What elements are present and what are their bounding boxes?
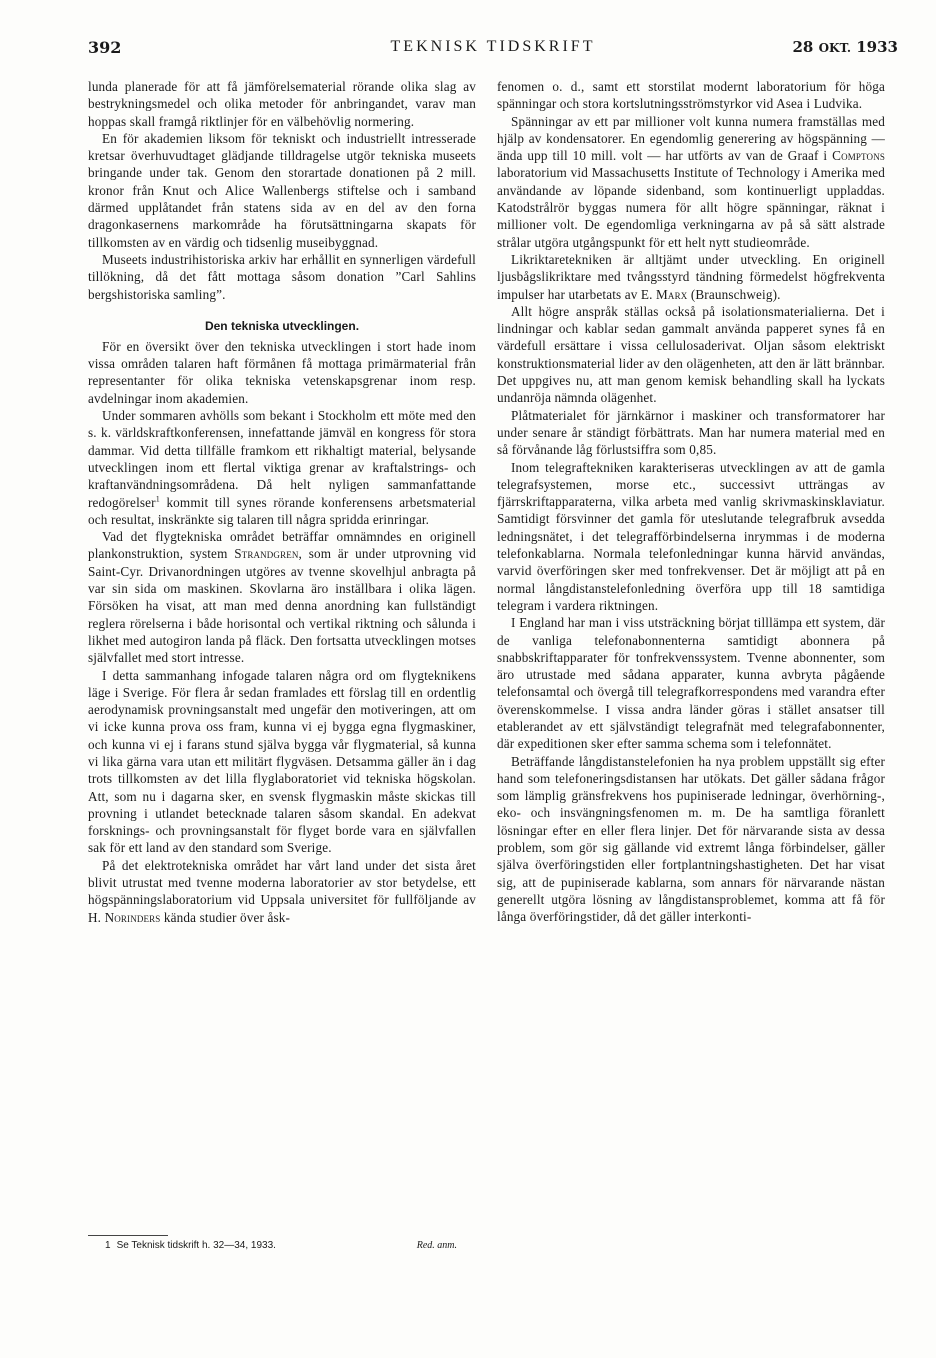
paragraph [497, 113, 885, 251]
footnote [105, 1240, 475, 1251]
issue-month: OKT. [818, 41, 852, 55]
text-run: (Braunschweig). [687, 286, 781, 302]
text-run: , som är under utprovning vid Saint-Cyr. Drivanordningen utgöres av tvenne skovelhjul anbragta på var sin sida om maskinen. Skovlarna äro inställbara i olika lägen. Försöken ha visat, att man med denna anordning kan fullständigt reglera rörelserna i både horisontal och vertikal riktning och sålunda i likhet med autogiron landa på fläck. Den fortsatta utvecklingen motses självfallet med stort intresse. [88, 546, 476, 666]
paragraph: I England har man i viss utsträckning börjat tilllämpa ett system, där de vanliga telefonabonnenterna samtidigt abonnera på snabbskriftapparater för tonfrekvenssystem. Tvenne abonnenter, som äro utrustade med sådana apparater, kunna avbryta pågående telefonsamtal och övergå till telegrafkorrespondens med varandra efter överenskommelse. I vissa andra länder göras i stället ansatser till etablerandet av ett självständigt telegrafnät med telegrafabonnenter, där expeditionen sker efter samma schema som i telefonnätet. [497, 615, 885, 752]
paragraph: fenomen o. d., samt ett storstilat modernt laboratorium för höga spänningar och stora kortslutningsströmstyrkor vid Asea i Ludvika. [497, 79, 885, 112]
paragraph: Allt högre anspråk ställas också på isolationsmaterialierna. Det i lindningar och kablar sedan gammalt använda papperet synes få en värdefull ersättare i vissa cellulosaderivat. Oljan såsom elektriskt konstruktionsmaterial lider av den olägenheten, att den är lätt brännbar. Det uppgives nu, att man genom kemisk behandling skall ha lyckats undanröja nämnda olägenhet. [497, 303, 885, 406]
issue-day: 28 [792, 38, 814, 56]
paragraph: lunda planerade för att få jämförelsematerial rörande olika slag av bestrykningsmedel och olika metoder för anbringandet, varav man hoppas skall framgå riktlinjer för en välbehövlig normering. [88, 79, 476, 129]
editor-note: Red. anm. [416, 1240, 457, 1251]
person-name: Norinders [104, 909, 161, 925]
footnote-rule [88, 1235, 168, 1236]
page-number: 392 [88, 38, 122, 57]
paragraph: Beträffande långdistanstelefonien ha nya problem uppställt sig efter hand som telefoneringsdistansen har utökats. Det gäller sådana frågor som lämplig gränsfrekvens hos pupiniserade ledningar, överhörning-, eko- och insvängningsfenomen m. m. De ha samtliga föranlett lösningar efter en eller flera linjer. Det för närvarande sista av dessa problem, som gör sig gällande vid extremt långa förbindelser, gäller själva överföringstiden eller fortplantningshastigheten. Det har visat sig, att de pupiniserade kablarna, som annars för närvarande nästan generellt utgöra lösning av långdistansproblemet, komma att få för långa överföringstider, då det gäller interkonti- [497, 753, 885, 925]
footnote-number: 1 [105, 1240, 111, 1251]
text-run: kommit till synes rörande konferensens arbetsmaterial och resultat, inskränkte sig talaren till några spridda erinringar. [88, 494, 476, 527]
paragraph: Inom telegraftekniken karakteriseras utvecklingen av att de gamla telegrafsystemen, morse etc., successivt utträngas av fjärrskriftapparaterna, vilka arbeta med vanlig skrivmaskinsklaviatur. Samtidigt försvinner det gamla för uteslutande telegrafbruk avsedda ledningsnätet, i det telegrafförbindelserna inrymmas i de moderna telefonkablarna. Normala telefonledningar kunna härvid användas, varvid överföringen sker med tonfrekvenser. Det är möjligt att på en normal långdistanstelefonledning överföra upp till 18 samtidiga telegram i vardera riktningen. [497, 459, 885, 613]
paragraph: I detta sammanhang infogade talaren några ord om flygteknikens läge i Sverige. För flera år sedan framlades ett förslag till en ordentlig aerodynamisk provningsanstalt med ungefär den motiveringen, att om vi icke kunna prova oss fram, kunna vi ej bygga egna flygmaskiner, och kunna vi ej i farans stund själva bygga vår flygmaterial, så kunna vi lika gärna vara utan ett militärt flygväsen. Detsamma gäller än i dag trots tillkomsten av det lilla flyglaboratoriet vid tekniska högskolan. Att, som nu i dagarna sker, en svensk flygmaskin måste skickas till provning i utlandet betecknade talaren såsom skandal. En adekvat forsknings- och provningsanstalt för flyget borde vara en självfallen sak för ett land av den standard som Sverige. [88, 667, 476, 856]
right-column [497, 78, 885, 926]
text-run: Spänningar av ett par millioner volt kunna numera framställas med hjälp av kondensatorer. En egendomlig generering av högspänning — ända upp till 10 mill. volt — har utförts av van de Graaf i [497, 113, 885, 164]
paragraph: Plåtmaterialet för järnkärnor i maskiner och transformatorer har under senare år ständigt förbättrats. Man har numera material med en så förvånande låg förlustsiffra som 0,85. [497, 407, 885, 458]
text-run: Likriktaretekniken är alltjämt under utveckling. En originell ljusbågslikriktare med tvångsstyrd tändning förmedelst högfrekventa impulser har utarbetats av E. [497, 251, 885, 302]
text-run: På det elektrotekniska området har vårt land under det sista året blivit utrustat med tvenne moderna laboratorier av stor betydelse, ett högspänningslaboratorium vid Uppsala universitet för fullföljande av H. [88, 857, 476, 925]
text-run: Under sommaren avhölls som bekant i Stockholm ett möte med den s. k. världskraftkonferensen, innefattande jämväl en kongress för stora dammar. Vid detta tillfälle framkom ett rikhaltigt material, belysande utvecklingen inom ett flertal viktiga grenar av kraftalstrings- och kraftanvändningsområdena. Då helt nyligen sammanfattande redogörelser [88, 408, 476, 510]
text-run: Vad det flygtekniska området beträffar omnämndes en originell plankonstruktion, system [88, 529, 476, 562]
paragraph: En för akademien liksom för tekniskt och industriellt intresserade kretsar överhuvudtaget glädjande tilldragelse utgör tekniska museets bringande under tak. Genom den storartade donationen på 2 mill. kronor från Knut och Alice Wallenbergs stiftelse och i samband därmed upplåtandet från statens sida av en del av den forna dragonkasernens markområde ha förutsättningarna skapats för tillkomsten av en värdig och tidsenlig museibyggnad. [88, 130, 476, 250]
section-heading: Den tekniska utvecklingen. [204, 318, 360, 333]
issue-year: 1933 [856, 38, 898, 56]
paragraph: Museets industrihistoriska arkiv har erhållit en synnerligen värdefull tillökning, då det fått mottaga såsom donation ”Carl Sahlins bergshistoriska samling”. [88, 251, 476, 302]
footnote-text: Se Teknisk tidskrift h. 32—34, 1933. [116, 1240, 276, 1251]
issue-date [792, 38, 898, 56]
paragraph [88, 857, 476, 926]
footnote-reference: 1 [155, 494, 160, 504]
person-name: Marx [656, 286, 688, 302]
left-column [88, 78, 476, 926]
text-run: kända studier över åsk- [160, 909, 291, 925]
paragraph [88, 407, 476, 528]
person-name: Strandgren [234, 546, 299, 562]
paragraph [497, 251, 885, 303]
journal-title: TEKNISK TIDSKRIFT [390, 38, 596, 55]
paragraph: För en översikt över den tekniska utvecklingen i stort hade inom vissa områden talaren haft förmånen få mottaga primärmaterial från representanter för olika tekniska vetenskapsgrenar inom resp. avdelningar inom akademien. [88, 338, 476, 406]
person-name: Comptons [832, 148, 885, 164]
paragraph [88, 528, 476, 666]
page-header [88, 38, 898, 60]
text-run: laboratorium vid Massachusetts Institute of Technology i Amerika med användande av löpande sidenband, som kontinuerligt uppladdas. Katodstrålrör byggas numera för allt högre spänningar, räknat i millioner volt. De egendomliga verkningarna av på så sätt alstrade strålar utgöra utgångspunkt för ett helt nytt studieområde. [497, 165, 885, 250]
